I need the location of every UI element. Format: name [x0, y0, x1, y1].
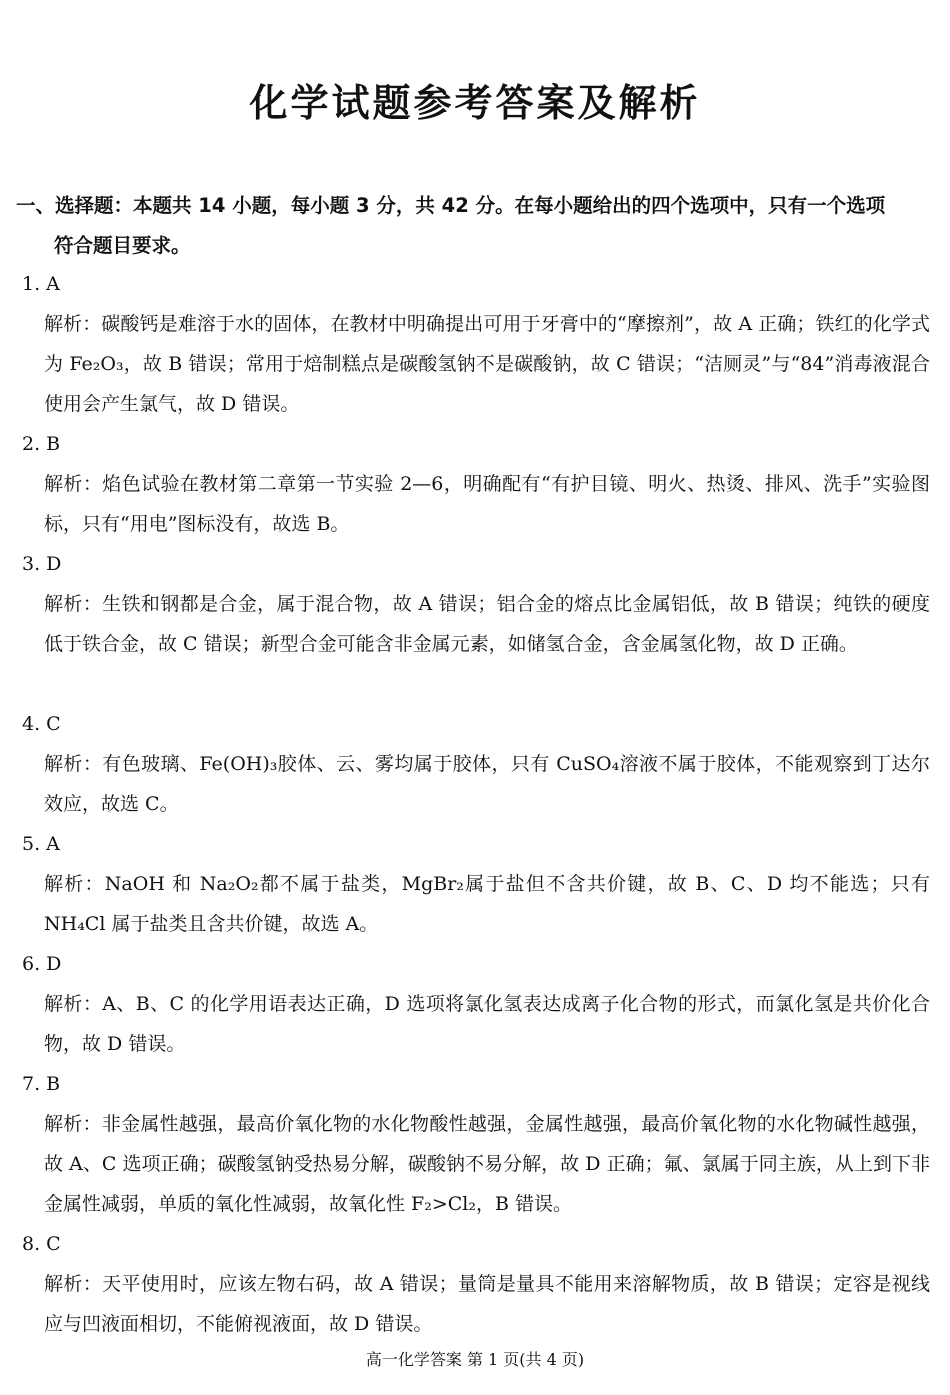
question-5-answer: 5. A [22, 833, 60, 855]
question-5-explanation: 解析：NaOH 和 Na₂O₂都不属于盐类，MgBr₂属于盐但不含共价键，故 B、C、D 均不能选；只有 NH₄Cl 属于盐类且含共价键，故选 A。 [44, 873, 930, 935]
question-4-explanation: 解析：有色玻璃、Fe(OH)₃胶体、云、雾均属于胶体，只有 CuSO₄溶液不属于胶体，不能观察到丁达尔效应，故选 C。 [44, 753, 930, 815]
question-4-answer: 4. C [22, 713, 61, 735]
page-footer: 高一化学答案 第 1 页(共 4 页) [365, 1350, 585, 1369]
question-3-explanation: 解析：生铁和钢都是合金，属于混合物，故 A 错误；铝合金的熔点比金属铝低，故 B 错误；纯铁的硬度低于铁合金，故 C 错误；新型合金可能含非金属元素，如储氢合金，含金属氢化物，故 D 正确。 [44, 593, 930, 655]
question-1-answer: 1. A [22, 273, 60, 295]
question-6-answer: 6. D [22, 953, 62, 975]
question-6-explanation: 解析：A、B、C 的化学用语表达正确，D 选项将氯化氢表达成离子化合物的形式，而氯化氢是共价化合物，故 D 错误。 [44, 993, 930, 1055]
question-8-explanation: 解析：天平使用时，应该左物右码，故 A 错误；量筒是量具不能用来溶解物质，故 B 错误；定容是视线应与凹液面相切，不能俯视液面，故 D 错误。 [44, 1273, 930, 1335]
question-7-explanation: 解析：非金属性越强，最高价氧化物的水化物酸性越强，金属性越强，最高价氧化物的水化物碱性越强，故 A、C 选项正确；碳酸氢钠受热易分解，碳酸钠不易分解，故 D 正确；氟、氯属于同主族，从上到下非金属性减弱，单质的氧化性减弱，故氧化性 F₂>Cl₂，B 错误。 [44, 1113, 930, 1215]
page-title: 化学试题参考答案及解析 [249, 81, 701, 125]
question-2-answer: 2. B [22, 433, 61, 455]
question-2-explanation: 解析：焰色试验在教材第二章第一节实验 2—6，明确配有“有护目镜、明火、热烫、排风、洗手”实验图标，只有“用电”图标没有，故选 B。 [44, 473, 930, 535]
section-heading-line-1: 一、选择题：本题共 14 小题，每小题 3 分，共 42 分。在每小题给出的四个选项中，只有一个选项 [16, 194, 886, 217]
question-1-explanation: 解析：碳酸钙是难溶于水的固体，在教材中明确提出可用于牙膏中的“摩擦剂”，故 A 正确；铁红的化学式为 Fe₂O₃，故 B 错误；常用于焙制糕点是碳酸氢钠不是碳酸钠，故 C 错误；“洁厕灵”与“84”消毒液混合使用会产生氯气，故 D 错误。 [44, 313, 930, 415]
section-heading [16, 186, 934, 266]
question-8-answer: 8. C [22, 1233, 61, 1255]
section-heading-line-2: 符合题目要求。 [54, 234, 191, 257]
question-3-answer: 3. D [22, 553, 62, 575]
question-7-answer: 7. B [22, 1073, 61, 1095]
